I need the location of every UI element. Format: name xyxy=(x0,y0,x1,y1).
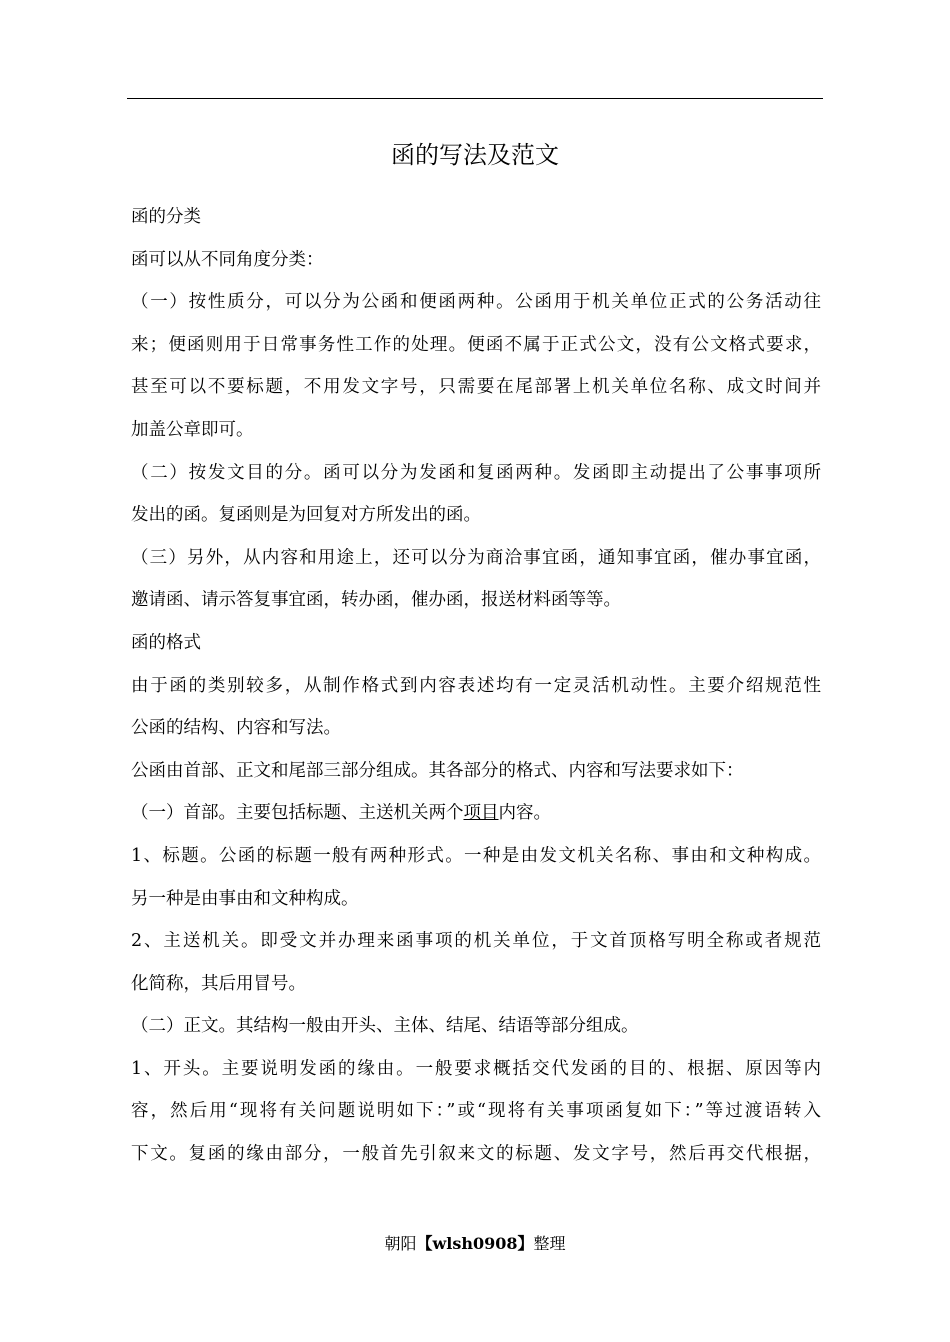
paragraph-line: 公函由首部、正文和尾部三部分组成。其各部分的格式、内容和写法要求如下： xyxy=(131,760,744,781)
paragraph-line: 1、标题。公函的标题一般有两种形式。一种是由发文机关名称、事由和文种构成。 xyxy=(131,845,821,866)
document-body xyxy=(131,196,821,1176)
document-title: 函的写法及范文 xyxy=(391,141,559,169)
footer-id: 【wlsh0908】 xyxy=(416,1234,534,1253)
paragraph-line: 2、主送机关。即受文并办理来函事项的机关单位，于文首顶格写明全称或者规范 xyxy=(131,931,821,952)
paragraph-line: 加盖公章即可。 xyxy=(131,419,254,440)
paragraph-line: （二）正文。其结构一般由开头、主体、结尾、结语等部分组成。 xyxy=(131,1016,639,1037)
paragraph-line: 另一种是由事由和文种构成。 xyxy=(131,888,359,909)
paragraph-line: 函可以从不同角度分类： xyxy=(131,249,324,270)
paragraph-line: 邀请函、请示答复事宜函，转办函，催办函，报送材料函等等。 xyxy=(131,590,621,611)
paragraph-line: 函的格式 xyxy=(131,632,201,653)
paragraph-line: 容，然后用“现将有关问题说明如下：”或“现将有关事项函复如下：”等过渡语转入 xyxy=(131,1101,821,1122)
paragraph-line: （二）按发文目的分。函可以分为发函和复函两种。发函即主动提出了公事事项所 xyxy=(131,462,821,483)
paragraph-line: 公函的结构、内容和写法。 xyxy=(131,718,341,739)
project-link[interactable]: 项目 xyxy=(463,803,499,824)
paragraph-line: 发出的函。复函则是为回复对方所发出的函。 xyxy=(131,505,481,526)
paragraph-line: 化简称，其后用冒号。 xyxy=(131,973,306,994)
line-text: （一）首部。主要包括标题、主送机关两个 xyxy=(131,803,464,824)
paragraph-line: （三）另外，从内容和用途上，还可以分为商洽事宜函，通知事宜函，催办事宜函， xyxy=(131,547,821,568)
header-rule xyxy=(127,98,823,99)
paragraph-line: 由于函的类别较多，从制作格式到内容表述均有一定灵活机动性。主要介绍规范性 xyxy=(131,675,821,696)
line-text: 内容。 xyxy=(498,803,551,824)
paragraph-line: 来；便函则用于日常事务性工作的处理。便函不属于正式公文，没有公文格式要求， xyxy=(131,334,821,355)
paragraph-line: 甚至可以不要标题，不用发文字号，只需要在尾部署上机关单位名称、成文时间并 xyxy=(131,377,821,398)
paragraph-line: 下文。复函的缘由部分，一般首先引叙来文的标题、发文字号，然后再交代根据， xyxy=(131,1144,821,1165)
paragraph-line: 函的分类 xyxy=(131,207,201,227)
paragraph-line xyxy=(131,792,821,835)
footer-text: 整理 xyxy=(533,1234,566,1253)
paragraph-line: （一）按性质分，可以分为公函和便函两种。公函用于机关单位正式的公务活动往 xyxy=(131,292,821,313)
page-footer xyxy=(0,1232,950,1256)
footer-text: 朝阳 xyxy=(384,1234,417,1253)
paragraph-line: 1、开头。主要说明发函的缘由。一般要求概括交代发函的目的、根据、原因等内 xyxy=(131,1058,821,1079)
